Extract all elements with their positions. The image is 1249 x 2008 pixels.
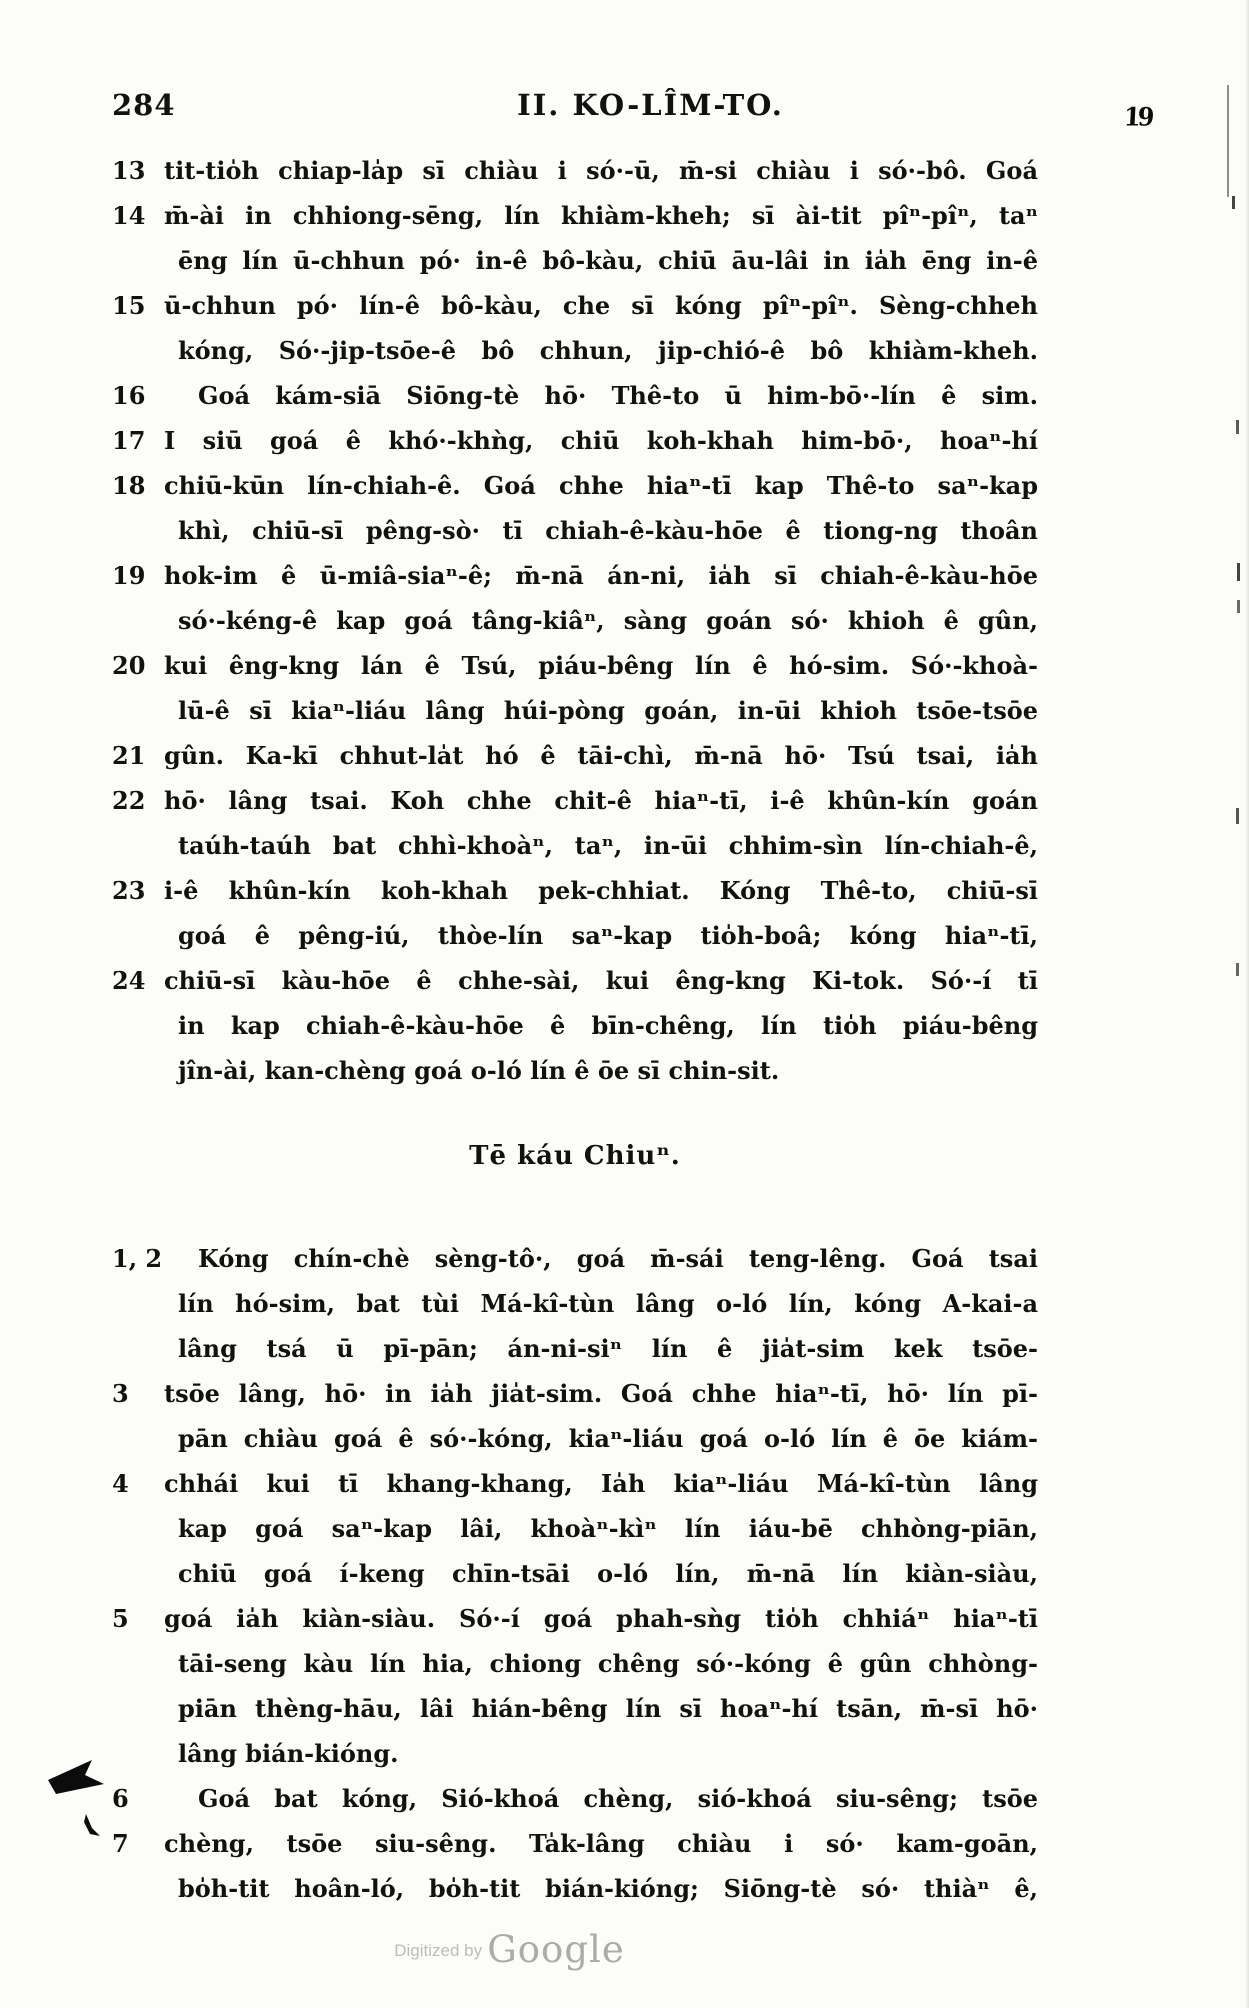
verse-line: [112, 1416, 1038, 1461]
verse-text: tāi-seng kàu lín hia, chiong chêng só·-kóng ê gûn chhòng-: [178, 1649, 1038, 1678]
scan-artifact: [1236, 420, 1239, 434]
verse-line: [112, 1551, 1038, 1596]
verse-line: [112, 688, 1038, 733]
google-logo: Google: [487, 1928, 625, 1971]
running-title: II. KO-LÎM-TO.: [517, 88, 784, 122]
scan-artifact: [1237, 600, 1240, 613]
chapter-heading: Tē káu Chiuⁿ.: [469, 1141, 681, 1171]
verse-number: 7: [112, 1829, 129, 1858]
verse-number: 18: [112, 471, 146, 500]
scan-artifact: [1237, 563, 1240, 581]
verse-line: [112, 1866, 1038, 1911]
verse-text: I siū goá ê khó·-khǹg, chiū koh-khah him-bō·, hoaⁿ-hí: [164, 426, 1038, 455]
verse-line: [112, 823, 1038, 868]
verses-section-2: [112, 1236, 1038, 1911]
verse-line: [112, 193, 1038, 238]
verse-text: pān chiàu goá ê só·-kóng, kiaⁿ-liáu goá o-ló lín ê ōe kiám-: [178, 1424, 1038, 1453]
verse-text: chiū-sī kàu-hōe ê chhe-sài, kui êng-kng Ki-tok. Só·-í tī: [164, 966, 1038, 995]
verse-text: Kóng chín-chè sèng-tô·, goá m̄-sái teng-lêng. Goá tsai: [198, 1244, 1038, 1273]
verse-text: ū-chhun pó· lín-ê bô-kàu, che sī kóng pîⁿ-pîⁿ. Sèng-chheh: [164, 291, 1038, 320]
verse-line: [112, 1371, 1038, 1416]
verse-number: 1, 2: [112, 1244, 163, 1273]
verse-text: goá ê pêng-iú, thòe-lín saⁿ-kap tio̍h-boâ; kóng hiaⁿ-tī,: [178, 921, 1038, 950]
running-header: [112, 88, 1189, 132]
verse-text: bo̍h-tit hoân-ló, bo̍h-tit bián-kióng; Siōng-tè só· thiàⁿ ê,: [178, 1874, 1038, 1903]
verse-text: kui êng-kng lán ê Tsú, piáu-bêng lín ê hó-sim. Só·-khoà-: [164, 651, 1038, 680]
text-column: [112, 148, 1038, 1911]
verse-text: Goá bat kóng, Sió-khoá chèng, sió-khoá siu-sêng; tsōe: [198, 1784, 1038, 1813]
verse-number: 5: [112, 1604, 129, 1633]
verse-number: 4: [112, 1469, 129, 1498]
verse-number: 14: [112, 201, 146, 230]
verse-line: [112, 1048, 1038, 1093]
verse-line: [112, 418, 1038, 463]
verse-text: goá ia̍h kiàn-siàu. Só·-í goá phah-sǹg tio̍h chhiáⁿ hiaⁿ-tī: [164, 1604, 1038, 1633]
verse-text: lâng tsá ū pī-pān; án-ni-siⁿ lín ê jia̍t-sim kek tsōe-: [178, 1334, 1038, 1363]
verse-text: chiū-kūn lín-chiah-ê. Goá chhe hiaⁿ-tī kap Thê-to saⁿ-kap: [164, 471, 1038, 500]
scan-artifact: [1232, 196, 1235, 209]
verse-number: 13: [112, 156, 146, 185]
verse-line: [112, 598, 1038, 643]
verse-text: chèng, tsōe siu-sêng. Ta̍k-lâng chiàu i só· kam-goān,: [164, 1829, 1038, 1858]
verse-number: 22: [112, 786, 146, 815]
verse-line: [112, 463, 1038, 508]
verse-number: 15: [112, 291, 146, 320]
verse-text: chiū goá í-keng chīn-tsāi o-ló lín, m̄-nā lín kiàn-siàu,: [178, 1559, 1038, 1588]
verse-number: 21: [112, 741, 146, 770]
verse-text: kóng, Só·-jip-tsōe-ê bô chhun, jip-chió-ê bô khiàm-kheh.: [178, 336, 1038, 365]
verse-line: [112, 958, 1038, 1003]
verse-line: [112, 1731, 1038, 1776]
verse-line: [112, 1461, 1038, 1506]
verse-number: 17: [112, 426, 146, 455]
verses-section-1: [112, 148, 1038, 1093]
verse-line: [112, 1686, 1038, 1731]
verse-line: [112, 508, 1038, 553]
verse-line: [112, 373, 1038, 418]
verse-text: khì, chiū-sī pêng-sò· tī chiah-ê-kàu-hōe ê tiong-ng thoân: [178, 516, 1038, 545]
verse-number: 3: [112, 1379, 129, 1408]
verse-line: [112, 1821, 1038, 1866]
verse-line: [112, 1281, 1038, 1326]
verse-text: lâng bián-kióng.: [178, 1739, 399, 1768]
verse-number: 23: [112, 876, 146, 905]
scan-artifact: [1236, 963, 1239, 976]
verse-line: [112, 733, 1038, 778]
verse-text: só·-kéng-ê kap goá tâng-kiâⁿ, sàng goán só· khioh ê gûn,: [178, 606, 1038, 635]
verse-line: [112, 283, 1038, 328]
verse-text: jîn-ài, kan-chèng goá o-ló lín ê ōe sī chin-sit.: [178, 1056, 780, 1085]
verse-text: gûn. Ka-kī chhut-la̍t hó ê tāi-chì, m̄-nā hō· Tsú tsai, ia̍h: [164, 741, 1038, 770]
verse-number: 24: [112, 966, 146, 995]
verse-line: [112, 913, 1038, 958]
verse-number: 16: [112, 381, 146, 410]
scan-artifact: [1236, 808, 1239, 824]
verse-number: 6: [112, 1784, 129, 1813]
page-edge-shadow: [1245, 0, 1249, 2008]
corner-mark: 19: [1122, 101, 1152, 132]
ink-manicule: [46, 1758, 124, 1844]
verse-text: tsōe lâng, hō· in ia̍h jia̍t-sim. Goá chhe hiaⁿ-tī, hō· lín pī-: [164, 1379, 1038, 1408]
verse-text: lū-ê sī kiaⁿ-liáu lâng húi-pòng goán, in-ūi khioh tsōe-tsōe: [178, 696, 1038, 725]
verse-line: [112, 778, 1038, 823]
watermark: [0, 1928, 1019, 1971]
verse-line: [112, 1506, 1038, 1551]
verse-text: ēng lín ū-chhun pó· in-ê bô-kàu, chiū āu-lâi in ia̍h ēng in-ê: [178, 246, 1038, 275]
verse-line: [112, 1236, 1038, 1281]
verse-line: [112, 328, 1038, 373]
verse-line: [112, 553, 1038, 598]
verse-line: [112, 1641, 1038, 1686]
verse-text: Goá kám-siā Siōng-tè hō· Thê-to ū him-bō·-lín ê sim.: [198, 381, 1038, 410]
verse-text: in kap chiah-ê-kàu-hōe ê bīn-chêng, lín tio̍h piáu-bêng: [178, 1011, 1038, 1040]
verse-line: [112, 238, 1038, 283]
verse-text: m̄-ài in chhiong-sēng, lín khiàm-kheh; sī ài-tit pîⁿ-pîⁿ, taⁿ: [164, 201, 1038, 230]
verse-text: hō· lâng tsai. Koh chhe chit-ê hiaⁿ-tī, i-ê khûn-kín goán: [164, 786, 1038, 815]
verse-line: [112, 1003, 1038, 1048]
verse-line: [112, 148, 1038, 193]
verse-text: lín hó-sim, bat tùi Má-kî-tùn lâng o-ló lín, kóng A-kai-a: [178, 1289, 1038, 1318]
verse-line: [112, 643, 1038, 688]
verse-number: 20: [112, 651, 146, 680]
verse-text: hok-im ê ū-miâ-siaⁿ-ê; m̄-nā án-ni, ia̍h sī chiah-ê-kàu-hōe: [164, 561, 1038, 590]
verse-number: 19: [112, 561, 146, 590]
verse-line: [112, 1326, 1038, 1371]
verse-text: tit-tio̍h chiap-la̍p sī chiàu i só·-ū, m̄-si chiàu i só·-bô. Goá: [164, 156, 1038, 185]
verse-text: chhái kui tī khang-khang, Ia̍h kiaⁿ-liáu Má-kî-tùn lâng: [164, 1469, 1038, 1498]
verse-line: [112, 1596, 1038, 1641]
verse-line: [112, 1776, 1038, 1821]
scan-artifact-line: [1227, 85, 1229, 197]
page-number: 284: [112, 88, 176, 122]
verse-text: piān thèng-hāu, lâi hián-bêng lín sī hoaⁿ-hí tsān, m̄-sī hō·: [178, 1694, 1038, 1723]
verse-line: [112, 868, 1038, 913]
watermark-prefix: Digitized by: [394, 1941, 483, 1960]
verse-text: taúh-taúh bat chhì-khoàⁿ, taⁿ, in-ūi chhim-sìn lín-chiah-ê,: [178, 831, 1038, 860]
verse-text: kap goá saⁿ-kap lâi, khoàⁿ-kìⁿ lín iáu-bē chhòng-piān,: [178, 1514, 1038, 1543]
verse-text: i-ê khûn-kín koh-khah pek-chhiat. Kóng Thê-to, chiū-sī: [164, 876, 1038, 905]
